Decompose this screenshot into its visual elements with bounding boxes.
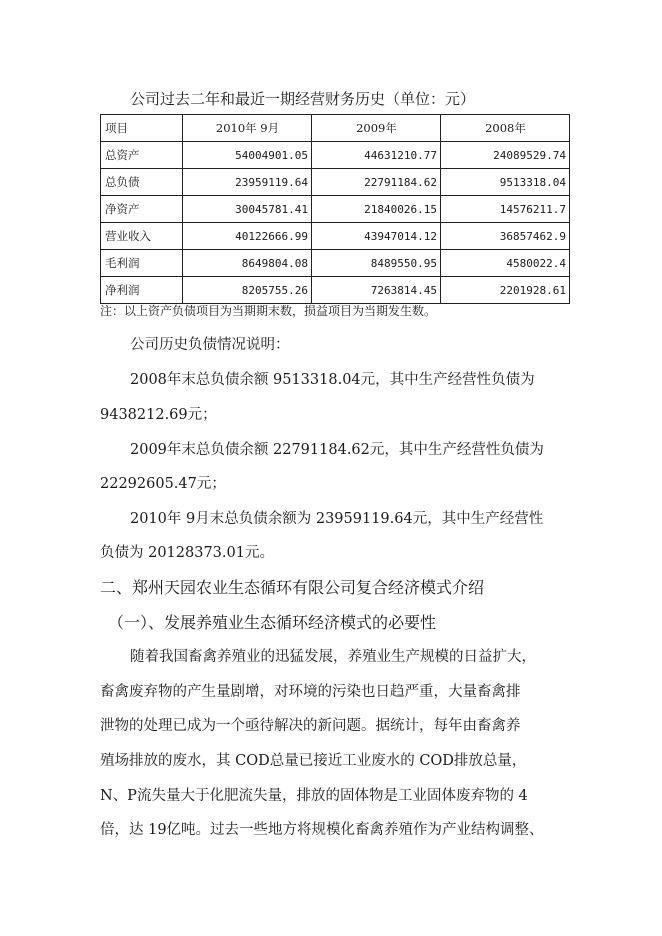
table-header-row xyxy=(101,115,570,142)
cell-value: 43947014.12 xyxy=(312,223,441,250)
cell-value: 30045781.41 xyxy=(183,196,312,223)
cell-value: 54004901.05 xyxy=(183,142,312,169)
row-label: 毛利润 xyxy=(101,250,183,277)
header-item: 项目 xyxy=(101,115,183,142)
table-row-total-assets xyxy=(101,142,570,169)
debt-line-2009-cont: 22292605.47元； xyxy=(100,476,226,492)
row-label: 总资产 xyxy=(101,142,183,169)
row-label: 总负债 xyxy=(101,169,183,196)
section-heading: 二、郑州天园农业生态循环有限公司复合经济模式介绍 xyxy=(100,578,485,597)
table-note: 注：以上资产负债项目为当期期末数，损益项目为当期发生数。 xyxy=(100,304,437,318)
cell-value: 22791184.62 xyxy=(312,169,441,196)
body-line: 随着我国畜禽养殖业的迅猛发展，养殖业生产规模的日益扩大， xyxy=(130,649,536,665)
table-row-net-profit xyxy=(101,277,570,304)
body-line: 倍，达 19亿吨。过去一些地方将规模化畜禽养殖作为产业结构调整、 xyxy=(100,822,544,838)
header-2008: 2008年 xyxy=(441,115,570,142)
header-2010-sep: 2010年 9月 xyxy=(183,115,312,142)
debt-line-2009: 2009年末总负债余额 22791184.62元，其中生产经营性负债为 xyxy=(130,442,544,458)
debt-line-2010: 2010年 9月末总负债余额为 23959119.64元，其中生产经营性 xyxy=(130,511,544,527)
table-row-gross-profit xyxy=(101,250,570,277)
body-line: 畜禽废弃物的产生量剧增，对环境的污染也日趋严重，大量畜禽排 xyxy=(100,684,521,700)
cell-value: 36857462.9 xyxy=(441,223,570,250)
financial-history-table xyxy=(100,114,570,304)
cell-value: 23959119.64 xyxy=(183,169,312,196)
debt-heading: 公司历史负债情况说明： xyxy=(130,337,290,353)
cell-value: 2201928.61 xyxy=(441,277,570,304)
cell-value: 44631210.77 xyxy=(312,142,441,169)
cell-value: 4580022.4 xyxy=(441,250,570,277)
cell-value: 8489550.95 xyxy=(312,250,441,277)
debt-line-2008-cont: 9438212.69元； xyxy=(100,407,217,423)
table-title: 公司过去二年和最近一期经营财务历史（单位：元） xyxy=(130,90,476,108)
body-line: 殖场排放的废水，其 COD总量已接近工业废水的 COD排放总量， xyxy=(100,753,527,769)
debt-line-2010-cont: 负债为 20128373.01元。 xyxy=(100,545,274,561)
debt-line-2008: 2008年末总负债余额 9513318.04元，其中生产经营性负债为 xyxy=(130,372,535,388)
cell-value: 21840026.15 xyxy=(312,196,441,223)
cell-value: 24089529.74 xyxy=(441,142,570,169)
row-label: 净利润 xyxy=(101,277,183,304)
cell-value: 14576211.7 xyxy=(441,196,570,223)
cell-value: 8649804.08 xyxy=(183,250,312,277)
cell-value: 8205755.26 xyxy=(183,277,312,304)
table-row-revenue xyxy=(101,223,570,250)
row-label: 营业收入 xyxy=(101,223,183,250)
row-label: 净资产 xyxy=(101,196,183,223)
cell-value: 9513318.04 xyxy=(441,169,570,196)
header-2009: 2009年 xyxy=(312,115,441,142)
body-line: 泄物的处理已成为一个亟待解决的新问题。据统计，每年由畜禽养 xyxy=(100,718,521,734)
cell-value: 40122666.99 xyxy=(183,223,312,250)
body-line: N、P流失量大于化肥流失量，排放的固体物是工业固体废弃物的 4 xyxy=(100,788,528,804)
cell-value: 7263814.45 xyxy=(312,277,441,304)
table-row-net-assets xyxy=(101,196,570,223)
table-row-total-liabilities xyxy=(101,169,570,196)
subsection-heading: （一）、发展养殖业生态循环经济模式的必要性 xyxy=(108,613,437,632)
